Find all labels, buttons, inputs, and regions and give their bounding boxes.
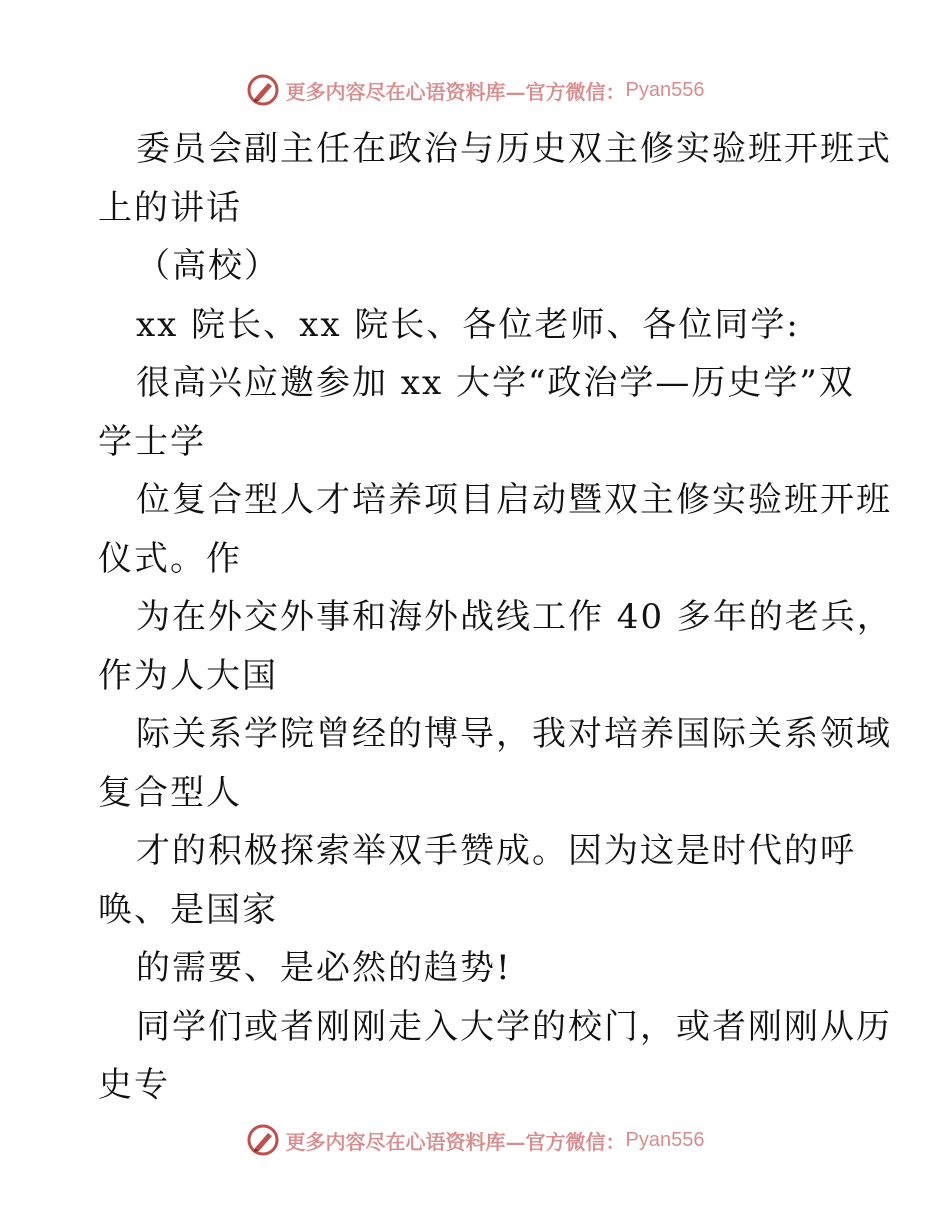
body-line: （高校） xyxy=(136,246,280,286)
footer-watermark xyxy=(0,1120,950,1160)
pen-circle-logo-icon xyxy=(246,1123,280,1157)
watermark-text: 更多内容尽在心语资料库—官方微信： xyxy=(285,1129,626,1154)
body-line: 的需要、是必然的趋势! xyxy=(136,948,512,988)
body-line: 才的积极探索举双手赞成。因为这是时代的呼 xyxy=(136,831,856,871)
body-line: 很高兴应邀参加 xx 大学“政治学—历史学”双 xyxy=(136,363,855,403)
body-line: 复合型人 xyxy=(98,772,242,813)
body-line: 委员会副主任在政治与历史双主修实验班开班式 xyxy=(136,129,892,169)
watermark-wechat-id: Pyan556 xyxy=(625,1128,705,1151)
body-line: 上的讲话 xyxy=(98,187,242,228)
header-watermark xyxy=(0,70,950,110)
body-line: 同学们或者刚刚走入大学的校门，或者刚刚从历 xyxy=(136,1006,892,1047)
body-line: 仪式。作 xyxy=(98,538,242,579)
watermark-text: 更多内容尽在心语资料库—官方微信： xyxy=(285,79,626,104)
watermark-wechat-id: Pyan556 xyxy=(625,78,705,101)
document-body xyxy=(98,120,893,1115)
body-line: 作为人大国 xyxy=(98,655,278,696)
body-line: 史专 xyxy=(98,1065,170,1105)
body-line: 唤、是国家 xyxy=(98,889,278,930)
body-line: 际关系学院曾经的博导，我对培养国际关系领域 xyxy=(136,714,892,754)
body-line: 位复合型人才培养项目启动暨双主修实验班开班 xyxy=(136,480,892,520)
pen-circle-logo-icon xyxy=(246,73,280,107)
body-line: xx 院长、xx 院长、各位老师、各位同学: xyxy=(136,304,800,345)
body-line: 学士学 xyxy=(98,421,206,462)
body-line: 为在外交外事和海外战线工作 40 多年的老兵， xyxy=(136,597,893,637)
